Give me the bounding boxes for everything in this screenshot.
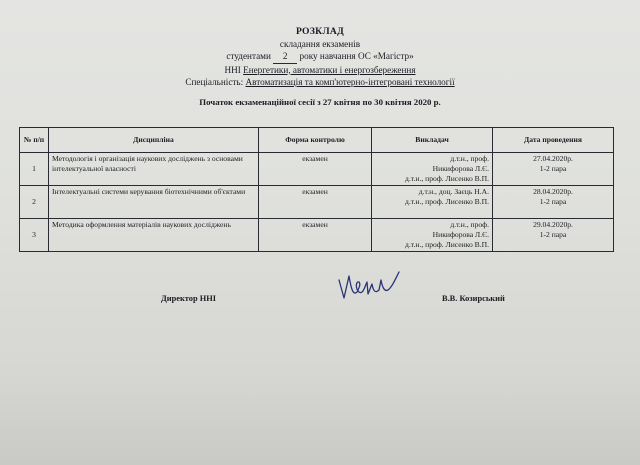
row-form: екзамен [259, 186, 372, 219]
row-form: екзамен [259, 153, 372, 186]
students-prefix: студентами [226, 51, 271, 62]
exam-pair: 1-2 пара [539, 197, 567, 206]
table-header-row [20, 128, 614, 153]
header-teacher: Викладач [372, 128, 493, 153]
row-discipline: Методика оформлення матеріалів наукових досліджень [49, 219, 259, 252]
teacher-line: д.т.н., проф. Лисенко В.П. [405, 174, 489, 183]
teacher-line: д.т.н., доц. Заєць Н.А. [418, 187, 489, 196]
row-teacher [372, 153, 493, 186]
exam-date: 27.04.2020р. [533, 154, 573, 163]
exam-schedule-table [19, 127, 614, 252]
exam-pair: 1-2 пара [539, 164, 567, 173]
header-num: № п/п [20, 128, 49, 153]
row-teacher [372, 219, 493, 252]
exam-pair: 1-2 пара [539, 230, 567, 239]
exam-date: 29.04.2020р. [533, 220, 573, 229]
director-name: В.В. Козирський [442, 294, 505, 303]
row-discipline: Методологія і організація наукових досліджень з основами інтелектуальної власності [49, 153, 259, 186]
institute-prefix: ННІ [224, 64, 241, 75]
specialty-prefix: Спеціальність: [185, 76, 244, 87]
teacher-line: д.т.н., проф. [450, 220, 489, 229]
table-row [20, 219, 614, 252]
row-discipline: Інтелектуальні системи керування біотехнічними об'єктами [49, 186, 259, 219]
session-period: Початок екзаменаційної сесії з 27 квітня по 30 квітня 2020 р. [199, 97, 441, 107]
handwritten-signature [335, 268, 415, 310]
institute-name: Енергетики, автоматики і енергозбереження [243, 64, 416, 75]
header-discipline: Дисципліна [49, 128, 259, 153]
study-year: 2 [273, 50, 297, 63]
row-date [493, 219, 614, 252]
row-date [493, 153, 614, 186]
header-line-exams: складання екзаменів [279, 39, 361, 50]
row-num: 3 [20, 219, 49, 252]
teacher-line: Никифорова Л.Є. [432, 164, 489, 173]
teacher-line: Никифорова Л.Є. [432, 230, 489, 239]
teacher-line: д.т.н., проф. Лисенко В.П. [405, 240, 489, 249]
header-line-institute [0, 64, 640, 76]
exam-date: 28.04.2020р. [533, 187, 573, 196]
document-header [0, 26, 640, 88]
table-row [20, 186, 614, 219]
table-row [20, 153, 614, 186]
header-date: Дата проведення [493, 128, 614, 153]
row-teacher [372, 186, 493, 219]
row-form: екзамен [259, 219, 372, 252]
row-num: 1 [20, 153, 49, 186]
row-date [493, 186, 614, 219]
director-title: Директор ННІ [161, 294, 217, 303]
document-title: РОЗКЛАД [295, 26, 345, 37]
students-suffix: року навчання ОС «Магістр» [299, 51, 414, 62]
header-form: Форма контролю [259, 128, 372, 153]
header-line-specialty [0, 76, 640, 88]
teacher-line: д.т.н., проф. [450, 154, 489, 163]
specialty-name: Автоматизація та комп'ютерно-інтегровані технології [245, 76, 455, 87]
header-line-students [0, 50, 640, 63]
teacher-line: д.т.н., проф. Лисенко В.П. [405, 197, 489, 206]
row-num: 2 [20, 186, 49, 219]
